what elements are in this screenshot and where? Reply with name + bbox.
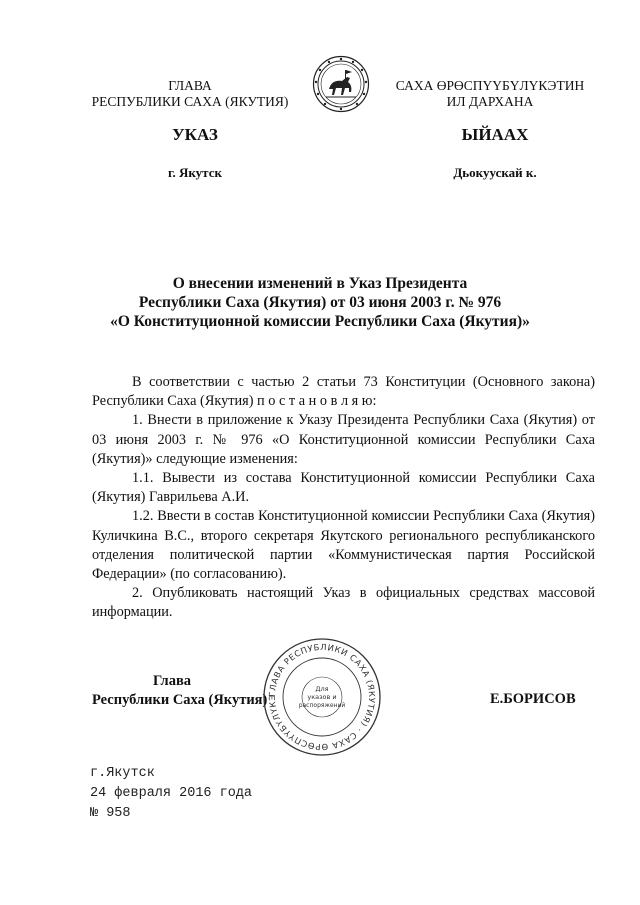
paragraph-item-1-1: 1.1. Вывести из состава Конституционной комиссии Республики Саха (Якутия) Гаврильева А.И. xyxy=(92,470,595,506)
title-line3: «О Конституционной комиссии Республики Саха (Якутия)» xyxy=(110,313,530,330)
stamp-seal-icon xyxy=(262,637,382,757)
header-right-line2: ИЛ ДАРХАНА xyxy=(446,94,534,109)
footer-city: г.Якутск xyxy=(90,766,155,781)
coat-of-arms-emblem xyxy=(312,55,370,113)
signature-position xyxy=(92,672,282,710)
city-right: Дьокуускай к. xyxy=(453,165,537,180)
paragraph-item-1-2: 1.2. Ввести в состав Конституционной комиссии Республики Саха (Якутия) Куличкина В.С., второго секретаря Якутского регионального республиканского отделения политической партии «Коммунистическая партия Российской Федерации» (по согласованию). xyxy=(92,508,595,583)
signature-position-line1: Глава xyxy=(152,673,192,689)
footer-date: 24 февраля 2016 года xyxy=(90,786,253,801)
header-left xyxy=(70,78,310,110)
header-right xyxy=(375,78,605,110)
title-line1: О внесении изменений в Указ Президента xyxy=(172,275,468,292)
document-title xyxy=(0,274,640,331)
footer-number: № 958 xyxy=(90,806,131,821)
paragraph-preamble: В соответствии с частью 2 статьи 73 Конституции (Основного закона) Республики Саха (Якутия) п о с т а н о в л я ю: xyxy=(92,374,595,410)
city-left: г. Якутск xyxy=(168,165,222,180)
header-right-line1: САХА ӨРӨСПҮҮБҮЛҮКЭТИН xyxy=(395,78,585,93)
stamp-center-line1: Для xyxy=(315,685,329,693)
doc-type-right: ЫЙААХ xyxy=(461,125,529,144)
stamp-center-line2: указов и xyxy=(307,693,337,701)
title-line2: Республики Саха (Якутия) от 03 июня 2003 г. № 976 xyxy=(138,294,502,311)
emblem-icon xyxy=(312,55,370,113)
signature-name: Е.БОРИСОВ xyxy=(490,691,576,707)
paragraph-item-2: 2. Опубликовать настоящий Указ в официальных средствах массовой информации. xyxy=(92,585,595,621)
official-stamp xyxy=(262,637,382,757)
paragraph-item-1: 1. Внести в приложение к Указу Президента Республики Саха (Якутия) от 03 июня 2003 г. № 976 «О Конституционной комиссии Республики Саха (Якутия)» следующие изменения: xyxy=(92,412,595,467)
header-left-line1: ГЛАВА xyxy=(168,78,212,93)
header-left-line2: РЕСПУБЛИКИ САХА (ЯКУТИЯ) xyxy=(91,94,289,109)
signature-position-line2: Республики Саха (Якутия) xyxy=(92,692,268,708)
doc-type-left: УКАЗ xyxy=(172,125,218,144)
stamp-center-line3: распоряжений xyxy=(298,702,346,709)
stamp-ring-text: ГЛАВА РЕСПУБЛИКИ САХА (ЯКУТИЯ) · САХА ӨРӨСПҮҮБҮЛҮКЭ xyxy=(266,641,378,753)
document-body xyxy=(92,373,595,623)
